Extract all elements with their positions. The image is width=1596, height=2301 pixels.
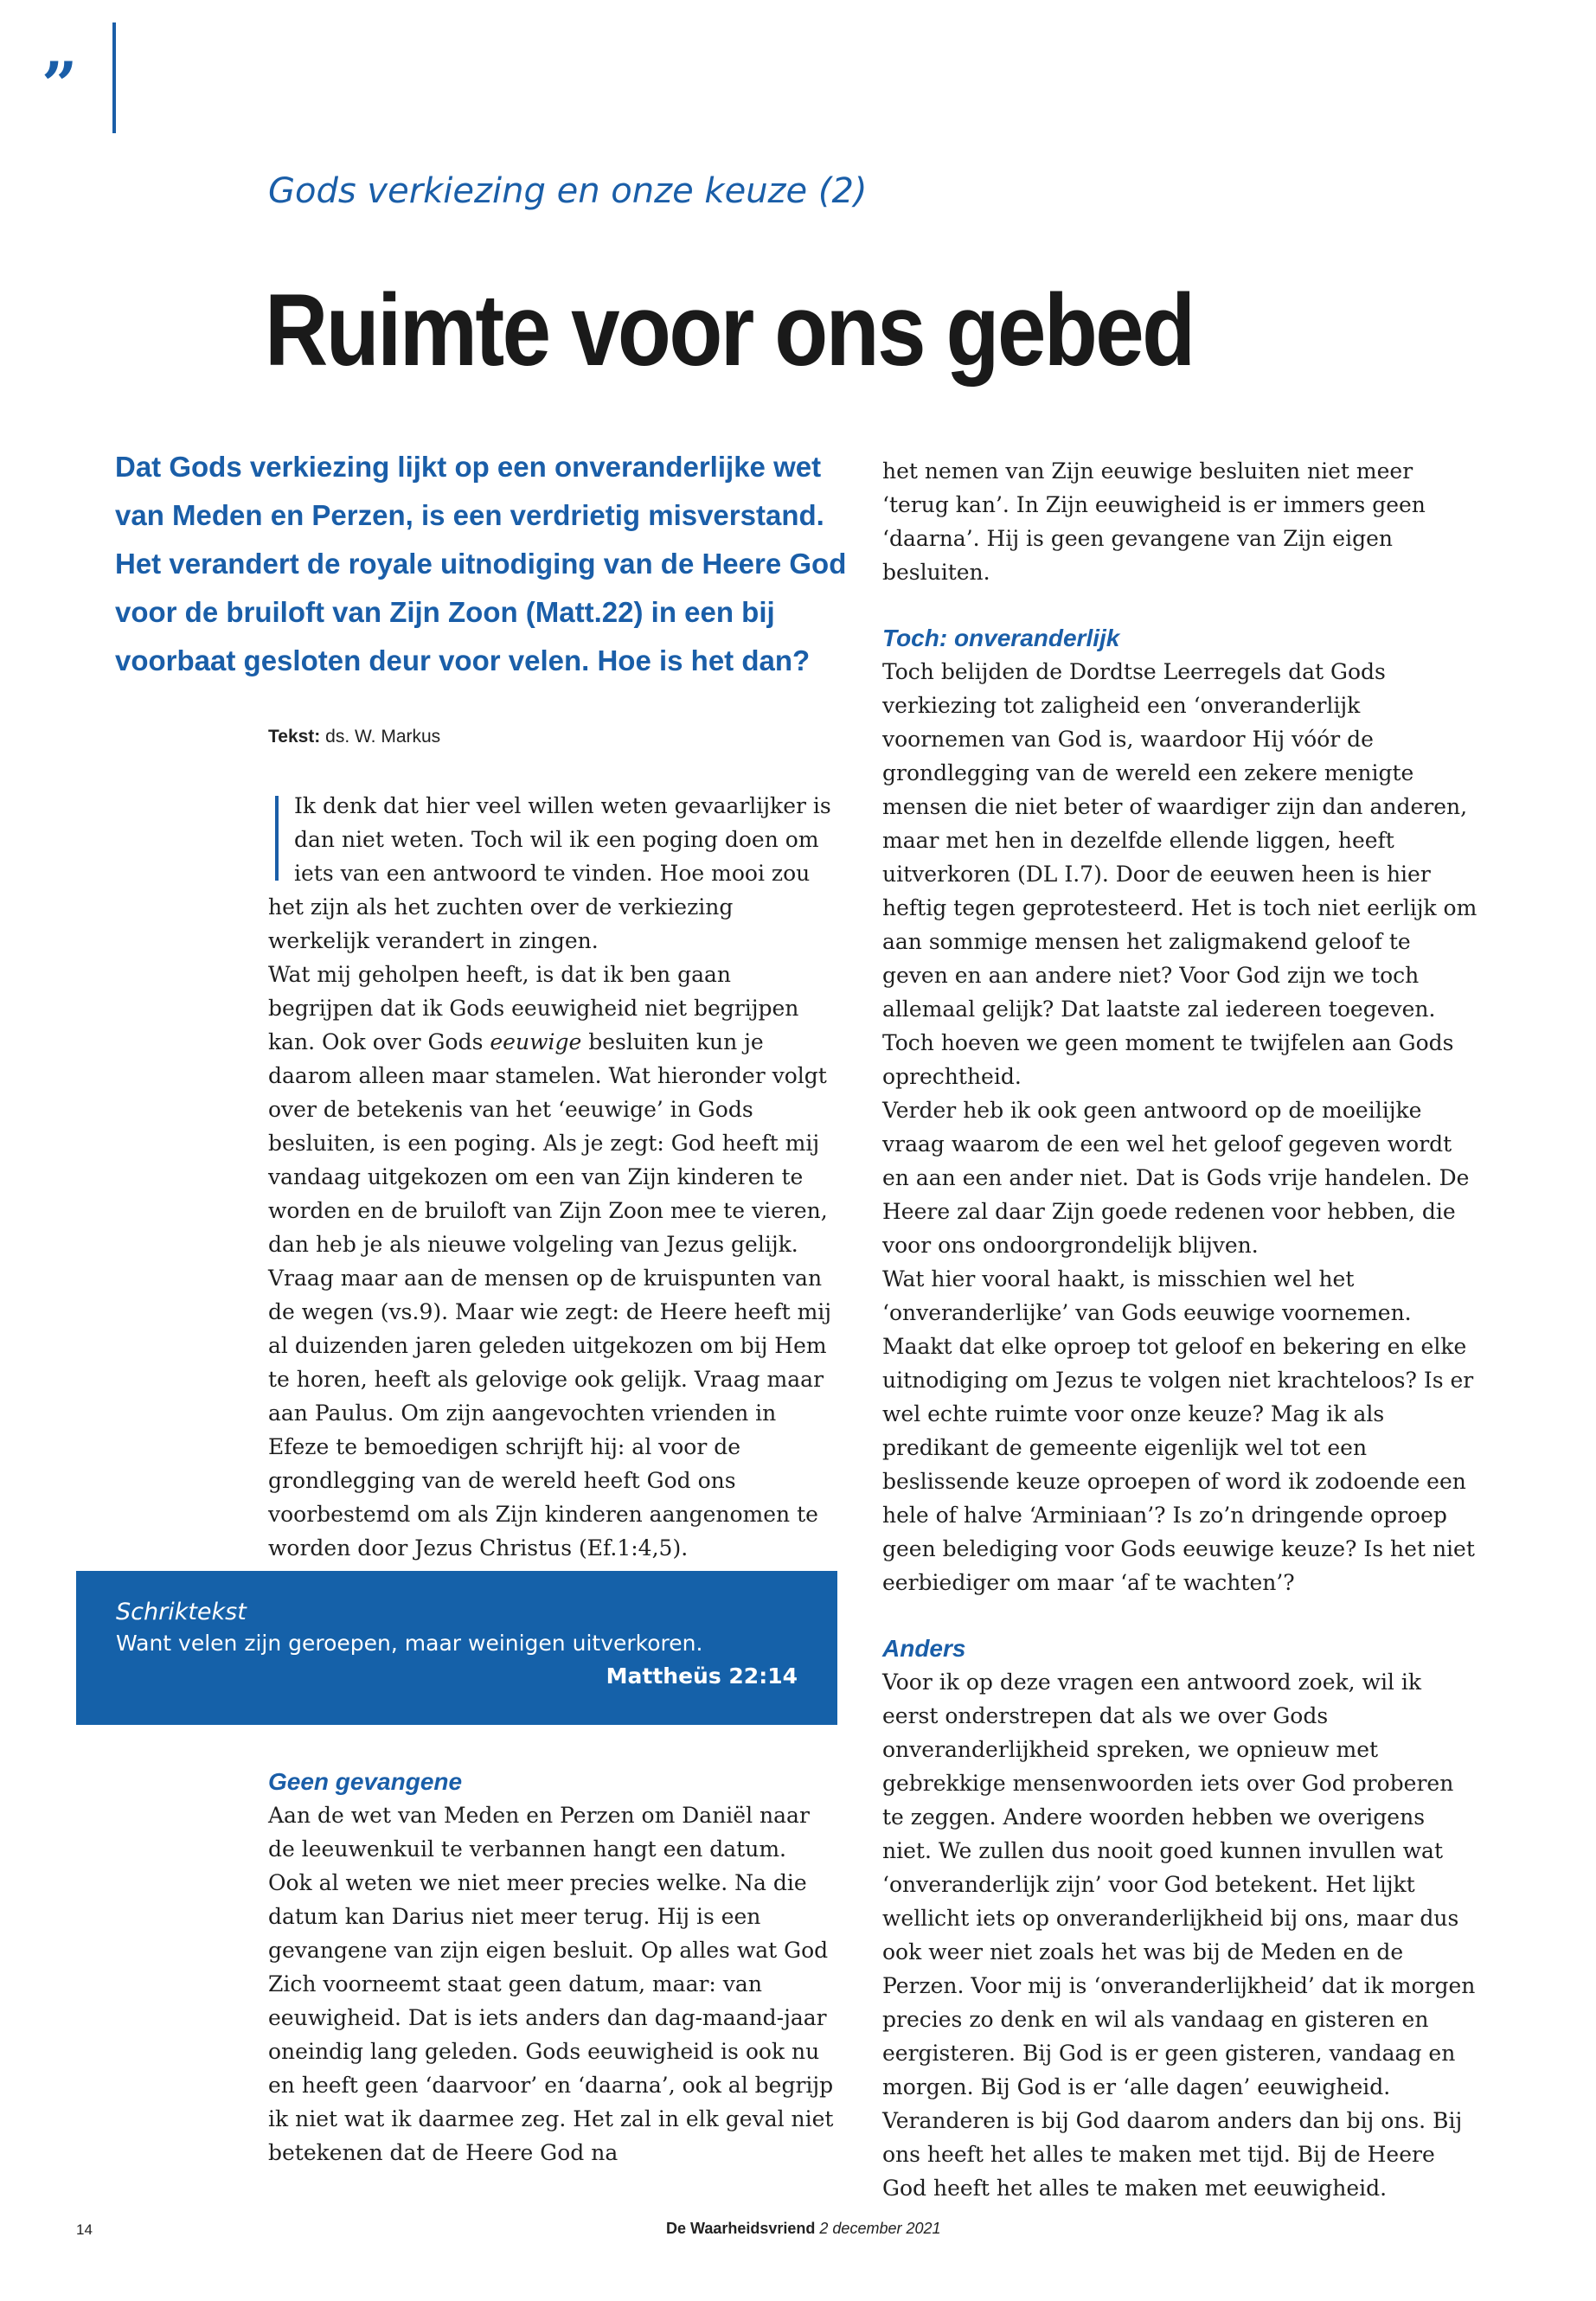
byline-author: ds. W. Markus [325,727,441,747]
paragraph-vrije-handelen: Verder heb ik ook geen antwoord op de moeilijke vraag waarom de een wel het geloof gegeven wordt en aan een ander niet. Dat is Gods vrije handelen. De Heere zal daar Zijn goede redenen voor hebben, die voor ons ondoorgrondelijk blijven. [882,1098,1470,1258]
byline-label: Tekst: [268,727,321,747]
dropcap-rule [275,796,279,881]
paragraph-onveranderlijke: Wat hier vooral haakt, is misschien wel het ‘onveranderlijke’ van Gods eeuwige voornemen. Maakt dat elke oproep tot geloof en bekering en elke uitnodiging om Jezus te volgen niet krachteloos? Is er wel echte ruimte voor onze keuze? Mag ik als predikant de gemeente eigenlijk wel tot een beslissende keuze oproepen of word ik zodoende een hele of halve ‘Arminiaan’? Is zo’n dringende oproep geen belediging voor Gods eeuwige keuze? Is het niet eerbiediger om maar ‘af te wachten’? [882,1266,1475,1595]
series-kicker: Gods verkiezing en onze keuze (2) [268,171,868,211]
section-title-onveranderlijk: Toch: onveranderlijk [882,625,1120,651]
byline [268,727,440,747]
paragraph-eeuwigheid [268,958,835,1565]
section-gap [882,589,1479,621]
page-number: 14 [76,2221,93,2238]
paragraph-opening [268,789,835,958]
paragraph-dordtse-leerregels: Toch belijden de Dordtse Leerregels dat Gods verkiezing tot zaligheid een ‘onveranderlijk voornemen van God is, waardoor Hij vóór de grondlegging van de wereld een zekere menigte mensen die niet beter of waardiger zijn dan anderen, maar met hen in dezelfde ellende liggen, heeft uitverkoren (DL I.7). Door de eeuwen heen is hier heftig tegen geprotesteerd. Het is toch niet eerlijk om aan sommige mensen het zaligmakend geloof te geven en aan andere niet? Voor God zijn we toch allemaal gelijk? Dat laatste zal iedereen toegeven. Toch hoeven we geen moment te twijfelen aan Gods oprechtheid. [882,659,1477,1089]
issue-date: 2 december 2021 [819,2220,941,2237]
paragraph-eeuwigheid-text-a: Wat mij geholpen heeft, is dat ik ben gaan begrijpen dat ik Gods eeuwigheid niet begrijpen kan. Ook over Gods [268,962,799,1054]
paragraph-geen-gevangene: Aan de wet van Meden en Perzen om Daniël naar de leeuwenkuil te verbannen hangt een datum. Ook al weten we niet meer precies welke. Na die datum kan Darius niet meer terug. Hij is een gevangene van zijn eigen besluit. Op alles wat God Zich voorneemt staat geen datum, maar: van eeuwigheid. Dat is iets anders dan dag-maand-jaar oneindig lang geleden. Gods eeuwigheid is ook nu en heeft geen ‘daarvoor’ en ‘daarna’, ook al begrijp ik niet wat ik daarmee zeg. Het zal in elk geval niet betekenen dat de Heere God na [268,1803,834,2165]
magazine-name: De Waarheidsvriend [666,2220,816,2237]
paragraph-opening-text: Ik denk dat hier veel willen weten gevaarlijker is dan niet weten. Toch wil ik een poging doen om iets van een antwoord te vinden. Hoe mooi zou het zijn als het zuchten over de verkiezing werkelijk verandert in zingen. [268,793,831,953]
right-column [882,454,1479,2205]
left-column-bottom [268,1765,835,2170]
section-title-anders: Anders [882,1635,966,1662]
article-intro: Dat Gods verkiezing lijkt op een onveranderlijke wet van Meden en Perzen, is een verdrietig misverstand. Het verandert de royale uitnodiging van de Heere God voor de bruiloft van Zijn Zoon (Matt.22) in een bij voorbaat gesloten deur voor velen. Hoe is het dan? [115,451,847,676]
left-column-top [268,789,835,1565]
article-title: Ruimte voor ons gebed [265,273,1194,388]
paragraph-continuation: het nemen van Zijn eeuwige besluiten niet meer ‘terug kan’. In Zijn eeuwigheid is er immers geen ‘daarna’. Hij is geen gevangene van Zijn eigen besluiten. [882,458,1426,585]
callout-title: Schriktekst [116,1599,247,1625]
header-divider [112,22,116,133]
section-title-geen-gevangene: Geen gevangene [268,1768,463,1795]
quote-mark-icon: ” [42,48,78,121]
footer-publication [666,2220,941,2238]
callout-text: Want velen zijn geroepen, maar weinigen uitverkoren. [116,1631,703,1656]
scripture-callout [76,1571,837,1725]
callout-reference: Mattheüs 22:14 [606,1663,798,1689]
paragraph-eeuwigheid-text-b: besluiten kun je daarom alleen maar stamelen. Wat hieronder volgt over de betekenis van het ‘eeuwige’ in Gods besluiten, is een poging. Als je zegt: God heeft mij vandaag uitgekozen om een van Zijn kinderen te worden en de bruiloft van Zijn Zoon mee te vieren, dan heb je als nieuwe volgeling van Jezus gelijk. Vraag maar aan de mensen op de kruispunten van de wegen (vs.9). Maar wie zegt: de Heere heeft mij al duizenden jaren geleden uitgekozen om bij Hem te horen, heeft als gelovige ook gelijk. Vraag maar aan Paulus. Om zijn aangevochten vrienden in Efeze te bemoedigen schrijft hij: al voor de grondlegging van de wereld heeft God ons voorbestemd om als Zijn kinderen aangenomen te worden door Jezus Christus (Ef.1:4,5). [268,1029,832,1561]
emphasis-eeuwige: eeuwige [490,1029,582,1054]
paragraph-anders: Voor ik op deze vragen een antwoord zoek, wil ik eerst onderstrepen dat als we over Gods onveranderlijkheid spreken, we opnieuw met gebrekkige mensenwoorden iets over God proberen te zeggen. Andere woorden hebben we overigens niet. We zullen dus nooit goed kunnen invullen wat ‘onveranderlijk zijn’ voor God betekent. Het lijkt wellicht iets op onveranderlijkheid bij ons, maar dus ook weer niet zoals het was bij de Meden en de Perzen. Voor mij is ‘onveranderlijkheid’ dat ik morgen precies zo denk en wil als vandaag en gisteren en eergisteren. Bij God is er geen gisteren, vandaag en morgen. Bij God is er ‘alle dagen’ eeuwigheid. Veranderen is bij God daarom anders dan bij ons. Bij ons heeft het alles te maken met tijd. Bij de Heere God heeft het alles te maken met eeuwigheid. [882,1670,1476,2201]
section-gap [882,1599,1479,1631]
